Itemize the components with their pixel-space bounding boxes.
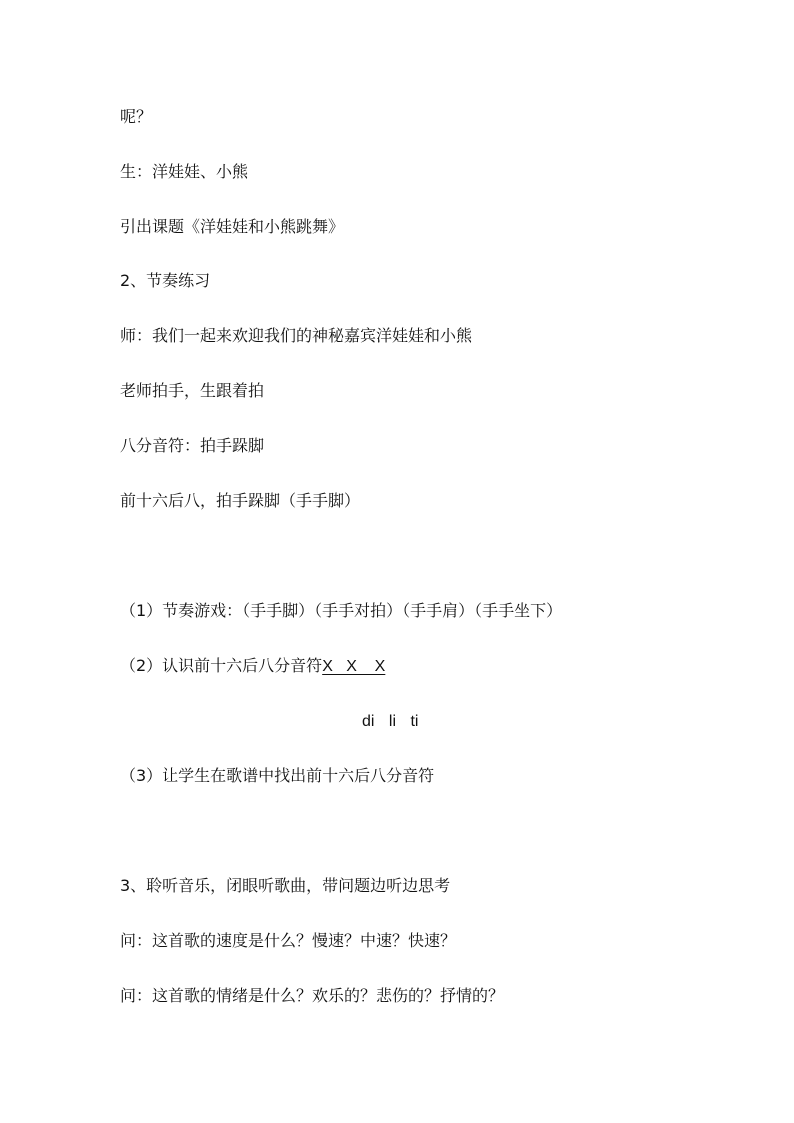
rhythm-recognition-item [120,656,385,677]
find-notes-item: （3）让学生在歌谱中找出前十六后八分音符 [120,766,435,785]
section-heading-3: 3、聆听音乐，闭眼听歌曲，带问题边听边思考 [120,876,451,895]
question-speed: 问：这首歌的速度是什么？慢速？中速？快速？ [120,931,457,950]
rhythm-syllables: di li ti [362,713,419,730]
text-line-6: 老师拍手，生跟着拍 [120,381,265,400]
rhythm-game-item: （1）节奏游戏：（手手脚）（手手对拍）（手手肩）（手手坐下） [120,601,563,620]
text-line-1: 呢？ [120,107,153,126]
text-line-7: 八分音符：拍手跺脚 [120,436,265,455]
text-line-2: 生：洋娃娃、小熊 [120,162,249,181]
rhythm-recognition-label: （2）认识前十六后八分音符 [120,656,323,675]
question-mood: 问：这首歌的情绪是什么？欢乐的？悲伤的？抒情的？ [120,986,505,1005]
text-line-3: 引出课题《洋娃娃和小熊跳舞》 [120,217,345,236]
text-line-8: 前十六后八，拍手跺脚（手手脚） [120,491,361,510]
rhythm-notation: X X X [322,658,386,675]
text-line-5: 师：我们一起来欢迎我们的神秘嘉宾洋娃娃和小熊 [120,326,473,345]
section-heading-2: 2、节奏练习 [120,271,211,290]
